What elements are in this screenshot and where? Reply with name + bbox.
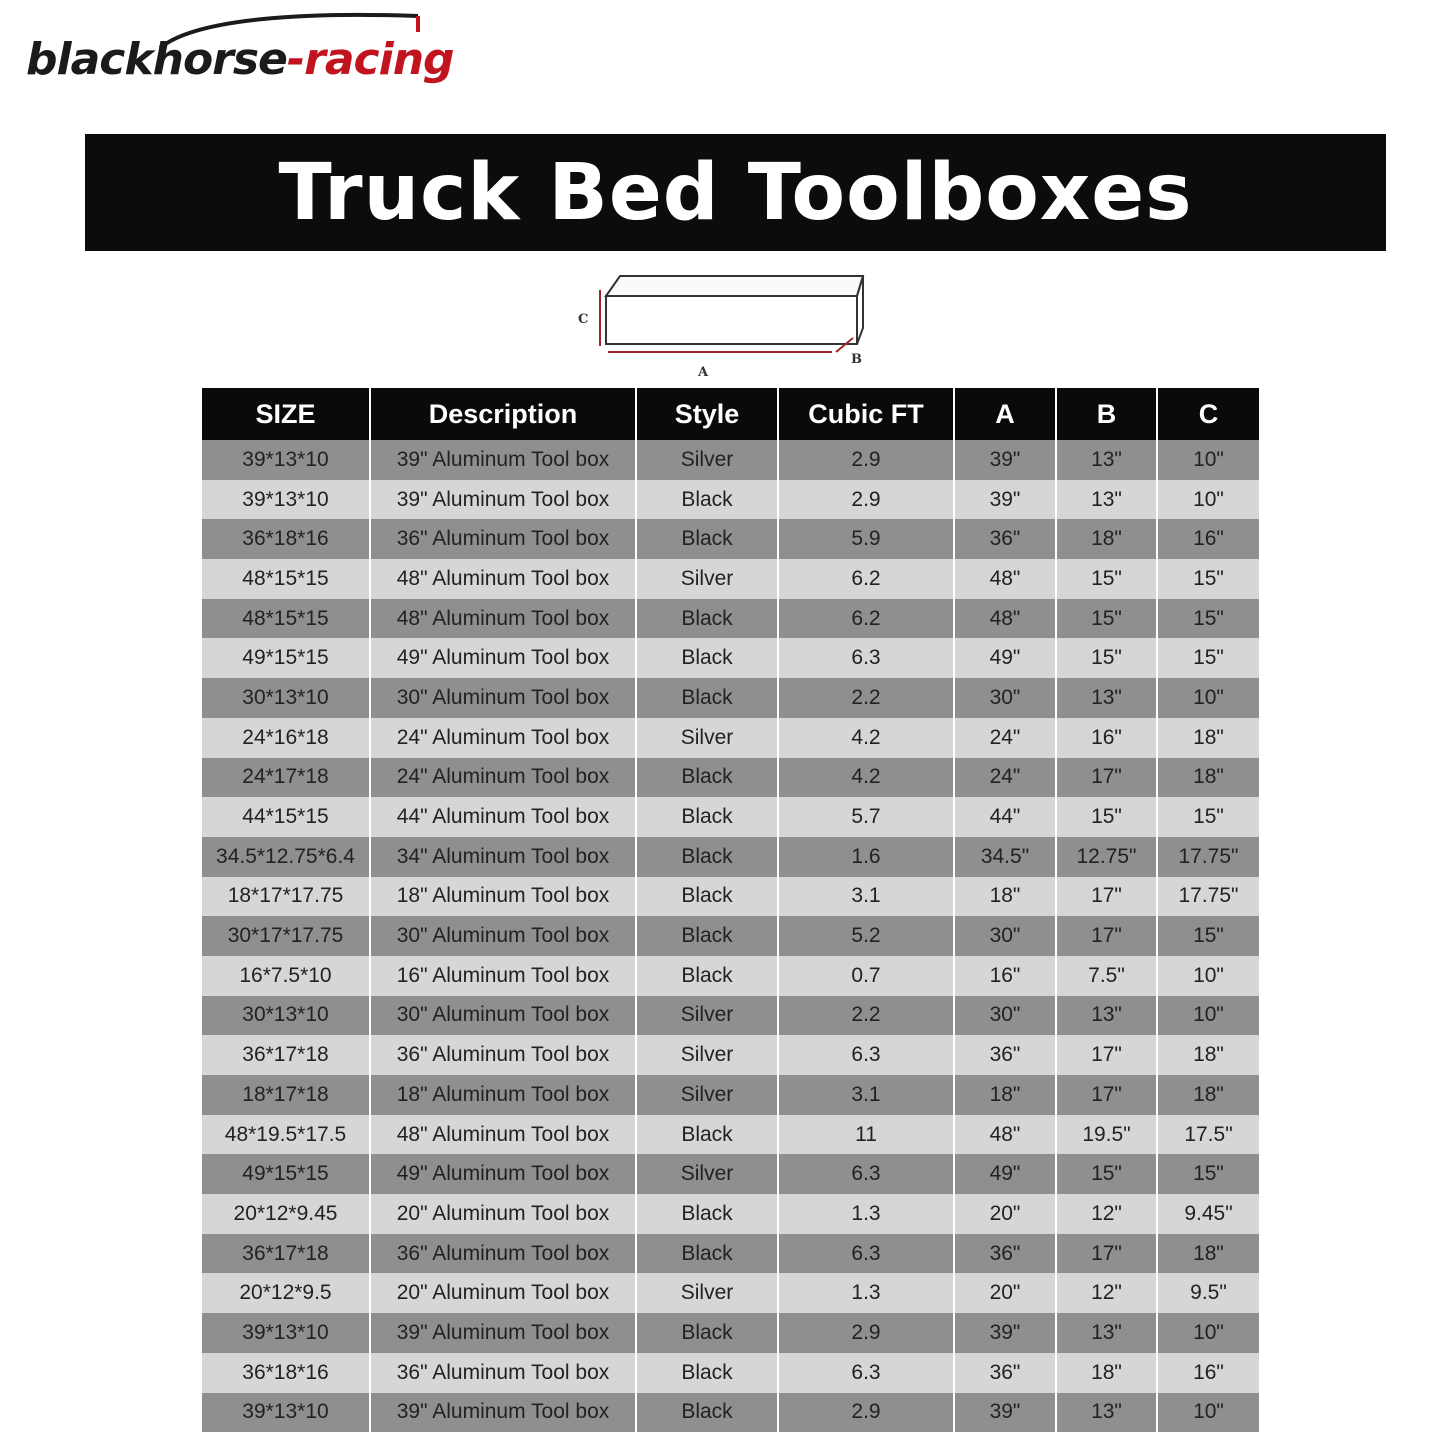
table-cell-style: Silver	[636, 1154, 778, 1194]
table-cell-size: 36*17*18	[202, 1234, 370, 1274]
table-cell-a: 16"	[954, 956, 1056, 996]
table-cell-c: 15"	[1157, 1154, 1259, 1194]
table-cell-description: 44" Aluminum Tool box	[370, 797, 636, 837]
brand-name-part1: blackhorse	[26, 34, 287, 85]
table-cell-a: 48"	[954, 1115, 1056, 1155]
table-cell-style: Black	[636, 916, 778, 956]
table-cell-a: 18"	[954, 1075, 1056, 1115]
table-cell-style: Silver	[636, 559, 778, 599]
table-cell-description: 18" Aluminum Tool box	[370, 877, 636, 917]
table-cell-description: 39" Aluminum Tool box	[370, 480, 636, 520]
table-cell-style: Black	[636, 1393, 778, 1433]
table-cell-cubic-ft: 6.2	[778, 559, 954, 599]
brand-name-part2: -racing	[286, 34, 454, 85]
table-cell-b: 12"	[1056, 1273, 1157, 1313]
table-cell-c: 17.75"	[1157, 877, 1259, 917]
table-cell-cubic-ft: 2.2	[778, 678, 954, 718]
table-cell-description: 48" Aluminum Tool box	[370, 1115, 636, 1155]
table-cell-b: 17"	[1056, 1075, 1157, 1115]
table-cell-style: Black	[636, 837, 778, 877]
table-row	[202, 916, 1259, 956]
table-cell-style: Black	[636, 599, 778, 639]
table-row	[202, 837, 1259, 877]
toolbox-dimension-diagram	[570, 268, 880, 383]
table-cell-c: 15"	[1157, 599, 1259, 639]
table-cell-description: 20" Aluminum Tool box	[370, 1194, 636, 1234]
page-title: Truck Bed Toolboxes	[278, 147, 1193, 238]
table-cell-size: 39*13*10	[202, 480, 370, 520]
table-cell-b: 15"	[1056, 638, 1157, 678]
table-cell-description: 49" Aluminum Tool box	[370, 638, 636, 678]
table-cell-size: 24*16*18	[202, 718, 370, 758]
table-body	[202, 440, 1259, 1432]
dimension-label-b: B	[851, 352, 862, 367]
table-cell-size: 36*17*18	[202, 1035, 370, 1075]
table-cell-description: 39" Aluminum Tool box	[370, 440, 636, 480]
table-cell-description: 20" Aluminum Tool box	[370, 1273, 636, 1313]
table-cell-style: Black	[636, 956, 778, 996]
table-cell-cubic-ft: 2.9	[778, 480, 954, 520]
table-row	[202, 678, 1259, 718]
table-cell-c: 16"	[1157, 1353, 1259, 1393]
table-cell-size: 18*17*18	[202, 1075, 370, 1115]
table-row	[202, 1273, 1259, 1313]
table-cell-cubic-ft: 3.1	[778, 877, 954, 917]
table-cell-description: 36" Aluminum Tool box	[370, 519, 636, 559]
table-cell-size: 36*18*16	[202, 1353, 370, 1393]
table-cell-b: 18"	[1056, 1353, 1157, 1393]
table-cell-c: 9.5"	[1157, 1273, 1259, 1313]
table-row	[202, 758, 1259, 798]
table-cell-size: 18*17*17.75	[202, 877, 370, 917]
table-row	[202, 1353, 1259, 1393]
table-row	[202, 519, 1259, 559]
table-cell-size: 48*15*15	[202, 599, 370, 639]
table-row	[202, 1115, 1259, 1155]
table-cell-style: Black	[636, 480, 778, 520]
table-cell-style: Black	[636, 1194, 778, 1234]
table-cell-size: 30*13*10	[202, 996, 370, 1036]
table-cell-a: 48"	[954, 599, 1056, 639]
table-cell-a: 34.5"	[954, 837, 1056, 877]
table-cell-cubic-ft: 4.2	[778, 758, 954, 798]
table-cell-a: 36"	[954, 1035, 1056, 1075]
table-cell-c: 10"	[1157, 678, 1259, 718]
table-cell-cubic-ft: 6.2	[778, 599, 954, 639]
column-header-b: B	[1056, 388, 1157, 440]
table-cell-style: Black	[636, 1115, 778, 1155]
table-cell-b: 16"	[1056, 718, 1157, 758]
table-cell-a: 18"	[954, 877, 1056, 917]
brand-logo	[26, 10, 456, 90]
table-cell-b: 15"	[1056, 599, 1157, 639]
table-cell-b: 17"	[1056, 758, 1157, 798]
table-cell-c: 9.45"	[1157, 1194, 1259, 1234]
table-cell-c: 15"	[1157, 916, 1259, 956]
table-cell-c: 16"	[1157, 519, 1259, 559]
toolbox-box-icon	[606, 276, 863, 344]
table-cell-b: 17"	[1056, 916, 1157, 956]
table-cell-b: 13"	[1056, 678, 1157, 718]
table-cell-c: 18"	[1157, 1075, 1259, 1115]
table-row	[202, 559, 1259, 599]
table-cell-cubic-ft: 4.2	[778, 718, 954, 758]
table-cell-style: Black	[636, 797, 778, 837]
table-cell-b: 15"	[1056, 559, 1157, 599]
table-cell-a: 36"	[954, 1234, 1056, 1274]
table-cell-cubic-ft: 2.9	[778, 440, 954, 480]
table-cell-description: 16" Aluminum Tool box	[370, 956, 636, 996]
column-header-c: C	[1157, 388, 1259, 440]
table-cell-b: 18"	[1056, 519, 1157, 559]
table-cell-c: 10"	[1157, 1313, 1259, 1353]
table-cell-cubic-ft: 5.7	[778, 797, 954, 837]
table-cell-a: 30"	[954, 678, 1056, 718]
table-cell-c: 10"	[1157, 956, 1259, 996]
table-cell-b: 12.75"	[1056, 837, 1157, 877]
table-cell-description: 30" Aluminum Tool box	[370, 916, 636, 956]
table-cell-c: 10"	[1157, 480, 1259, 520]
table-header-row	[202, 388, 1259, 440]
table-cell-size: 49*15*15	[202, 1154, 370, 1194]
table-cell-a: 20"	[954, 1273, 1056, 1313]
table-cell-style: Silver	[636, 440, 778, 480]
table-cell-a: 44"	[954, 797, 1056, 837]
table-cell-c: 15"	[1157, 638, 1259, 678]
table-cell-b: 15"	[1056, 1154, 1157, 1194]
table-cell-cubic-ft: 5.9	[778, 519, 954, 559]
table-cell-style: Silver	[636, 996, 778, 1036]
column-header-a: A	[954, 388, 1056, 440]
table-row	[202, 480, 1259, 520]
table-cell-cubic-ft: 11	[778, 1115, 954, 1155]
table-cell-size: 39*13*10	[202, 1393, 370, 1433]
table-cell-a: 49"	[954, 638, 1056, 678]
table-cell-size: 44*15*15	[202, 797, 370, 837]
column-header-description: Description	[370, 388, 636, 440]
table-cell-description: 48" Aluminum Tool box	[370, 559, 636, 599]
brand-name	[26, 34, 454, 85]
table-cell-b: 19.5"	[1056, 1115, 1157, 1155]
table-cell-style: Silver	[636, 1035, 778, 1075]
table-cell-a: 39"	[954, 480, 1056, 520]
table-cell-b: 13"	[1056, 996, 1157, 1036]
table-cell-size: 30*13*10	[202, 678, 370, 718]
table-cell-b: 15"	[1056, 797, 1157, 837]
table-row	[202, 1234, 1259, 1274]
table-cell-size: 48*15*15	[202, 559, 370, 599]
table-row	[202, 638, 1259, 678]
table-cell-a: 39"	[954, 440, 1056, 480]
table-cell-c: 17.75"	[1157, 837, 1259, 877]
table-cell-a: 39"	[954, 1393, 1056, 1433]
table-cell-b: 13"	[1056, 480, 1157, 520]
table-cell-c: 10"	[1157, 996, 1259, 1036]
table-cell-a: 39"	[954, 1313, 1056, 1353]
table-cell-c: 18"	[1157, 1035, 1259, 1075]
table-cell-size: 20*12*9.5	[202, 1273, 370, 1313]
table-cell-description: 36" Aluminum Tool box	[370, 1353, 636, 1393]
table-cell-size: 36*18*16	[202, 519, 370, 559]
title-banner	[85, 134, 1386, 251]
table-cell-style: Black	[636, 1234, 778, 1274]
table-cell-description: 39" Aluminum Tool box	[370, 1393, 636, 1433]
table-cell-size: 30*17*17.75	[202, 916, 370, 956]
table-cell-c: 17.5"	[1157, 1115, 1259, 1155]
table-cell-size: 48*19.5*17.5	[202, 1115, 370, 1155]
table-cell-cubic-ft: 1.3	[778, 1273, 954, 1313]
table-cell-a: 36"	[954, 1353, 1056, 1393]
table-cell-cubic-ft: 1.3	[778, 1194, 954, 1234]
table-cell-a: 20"	[954, 1194, 1056, 1234]
table-cell-size: 34.5*12.75*6.4	[202, 837, 370, 877]
table-row	[202, 599, 1259, 639]
table-cell-description: 18" Aluminum Tool box	[370, 1075, 636, 1115]
table-cell-style: Black	[636, 1353, 778, 1393]
table-cell-style: Black	[636, 678, 778, 718]
column-header-style: Style	[636, 388, 778, 440]
table-row	[202, 996, 1259, 1036]
table-cell-b: 17"	[1056, 1234, 1157, 1274]
table-cell-size: 24*17*18	[202, 758, 370, 798]
table-cell-style: Black	[636, 877, 778, 917]
table-cell-b: 13"	[1056, 1393, 1157, 1433]
table-row	[202, 718, 1259, 758]
table-cell-b: 13"	[1056, 440, 1157, 480]
table-cell-style: Silver	[636, 718, 778, 758]
table-row	[202, 1313, 1259, 1353]
dimension-label-c: C	[578, 312, 589, 327]
table-cell-size: 39*13*10	[202, 440, 370, 480]
table-cell-cubic-ft: 6.3	[778, 1154, 954, 1194]
table-cell-b: 13"	[1056, 1313, 1157, 1353]
table-cell-description: 49" Aluminum Tool box	[370, 1154, 636, 1194]
table-cell-style: Black	[636, 1313, 778, 1353]
table-cell-a: 30"	[954, 996, 1056, 1036]
table-cell-b: 17"	[1056, 877, 1157, 917]
table-cell-description: 36" Aluminum Tool box	[370, 1035, 636, 1075]
table-cell-description: 24" Aluminum Tool box	[370, 758, 636, 798]
table-cell-c: 15"	[1157, 797, 1259, 837]
table-row	[202, 1154, 1259, 1194]
table-cell-size: 20*12*9.45	[202, 1194, 370, 1234]
table-cell-a: 36"	[954, 519, 1056, 559]
table-row	[202, 1035, 1259, 1075]
table-cell-size: 39*13*10	[202, 1313, 370, 1353]
table-cell-c: 15"	[1157, 559, 1259, 599]
dimension-label-a: A	[698, 365, 709, 380]
table-cell-b: 7.5"	[1056, 956, 1157, 996]
table-cell-cubic-ft: 2.9	[778, 1313, 954, 1353]
table-cell-description: 34" Aluminum Tool box	[370, 837, 636, 877]
table-cell-b: 17"	[1056, 1035, 1157, 1075]
toolbox-table	[202, 388, 1259, 1432]
table-cell-c: 18"	[1157, 1234, 1259, 1274]
table-cell-size: 16*7.5*10	[202, 956, 370, 996]
table-row	[202, 1393, 1259, 1433]
table-cell-a: 24"	[954, 718, 1056, 758]
table-cell-c: 10"	[1157, 1393, 1259, 1433]
table-cell-c: 18"	[1157, 758, 1259, 798]
table-cell-description: 30" Aluminum Tool box	[370, 996, 636, 1036]
column-header-cubic-ft: Cubic FT	[778, 388, 954, 440]
table-row	[202, 877, 1259, 917]
table-cell-cubic-ft: 6.3	[778, 1035, 954, 1075]
table-cell-description: 30" Aluminum Tool box	[370, 678, 636, 718]
table-cell-description: 36" Aluminum Tool box	[370, 1234, 636, 1274]
table-row	[202, 440, 1259, 480]
table-cell-cubic-ft: 5.2	[778, 916, 954, 956]
table-cell-description: 24" Aluminum Tool box	[370, 718, 636, 758]
table-cell-a: 49"	[954, 1154, 1056, 1194]
table-cell-cubic-ft: 0.7	[778, 956, 954, 996]
table-row	[202, 1075, 1259, 1115]
table-cell-cubic-ft: 2.9	[778, 1393, 954, 1433]
table-cell-style: Silver	[636, 1273, 778, 1313]
table-cell-description: 48" Aluminum Tool box	[370, 599, 636, 639]
table-cell-cubic-ft: 2.2	[778, 996, 954, 1036]
table-cell-size: 49*15*15	[202, 638, 370, 678]
table-cell-style: Black	[636, 519, 778, 559]
table-cell-style: Silver	[636, 1075, 778, 1115]
table-cell-cubic-ft: 3.1	[778, 1075, 954, 1115]
table-row	[202, 1194, 1259, 1234]
table-cell-cubic-ft: 1.6	[778, 837, 954, 877]
table-cell-c: 10"	[1157, 440, 1259, 480]
table-cell-a: 30"	[954, 916, 1056, 956]
table-cell-b: 12"	[1056, 1194, 1157, 1234]
table-cell-cubic-ft: 6.3	[778, 638, 954, 678]
table-row	[202, 797, 1259, 837]
table-cell-a: 24"	[954, 758, 1056, 798]
column-header-size: SIZE	[202, 388, 370, 440]
table-cell-a: 48"	[954, 559, 1056, 599]
table-row	[202, 956, 1259, 996]
table-cell-cubic-ft: 6.3	[778, 1234, 954, 1274]
table-cell-c: 18"	[1157, 718, 1259, 758]
table-cell-cubic-ft: 6.3	[778, 1353, 954, 1393]
table-cell-description: 39" Aluminum Tool box	[370, 1313, 636, 1353]
table-cell-style: Black	[636, 758, 778, 798]
table-cell-style: Black	[636, 638, 778, 678]
